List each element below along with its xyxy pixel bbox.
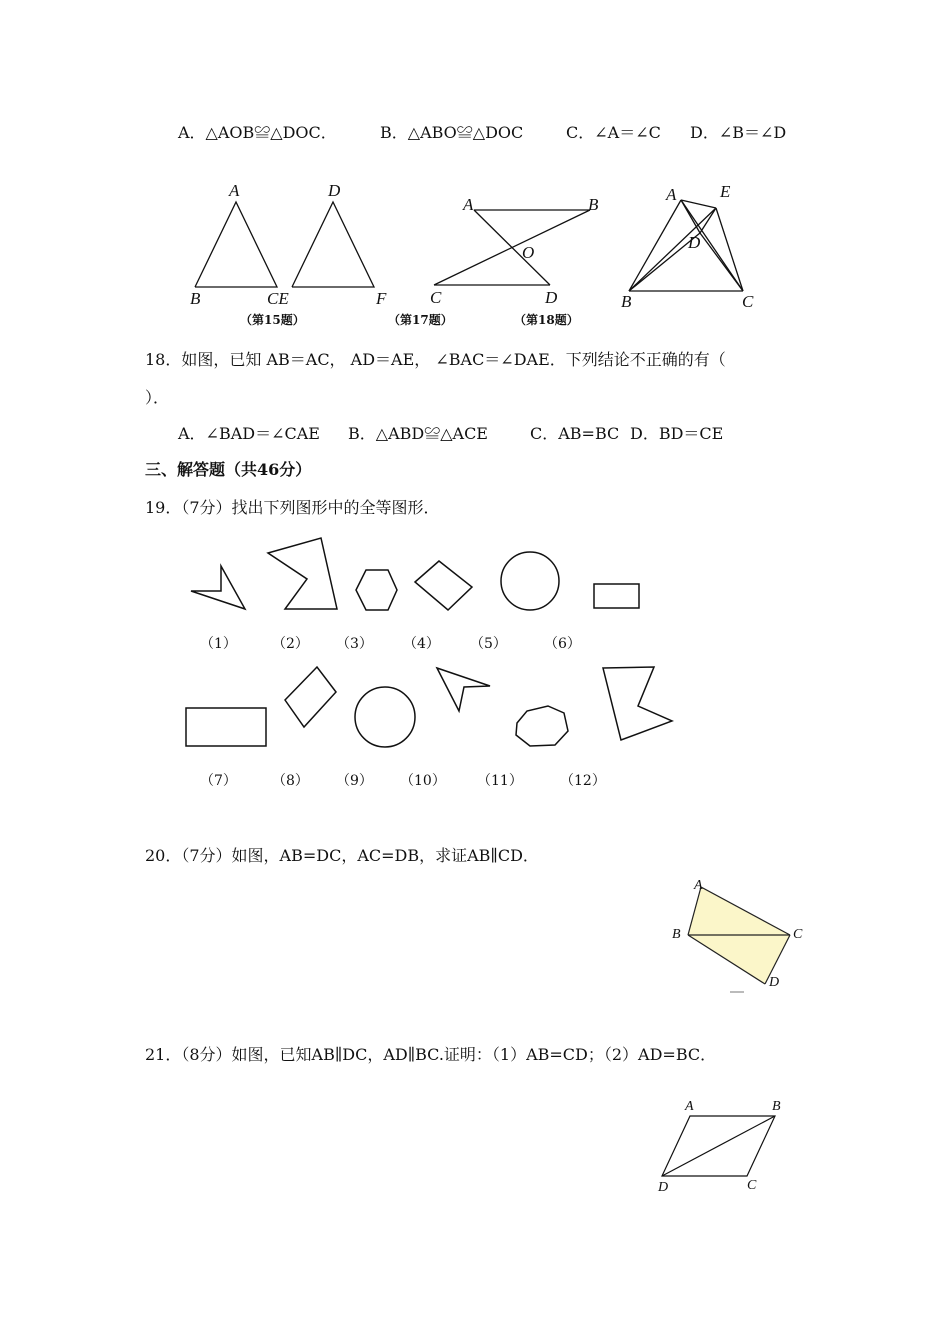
q19-label-11: （11） [477,773,523,789]
fig17-label-c: C [430,288,442,307]
q19-label-10: （10） [400,773,446,789]
q17-option-d: D．∠B＝∠D [690,123,787,142]
q19-label-2: （2） [272,636,309,652]
fig17-label-o: O [522,243,535,262]
q18-option-a: A．∠BAD＝∠CAE [178,424,320,443]
section-3-title: 三、解答题（共46分） [145,460,312,479]
q21-stem: 21．（8分）如图，已知AB∥DC，AD∥BC.证明：（1）AB=CD；（2）AD=BC． [145,1045,717,1064]
q17-option-c: C．∠A＝∠C [566,123,661,142]
q20-label-b: B [672,927,681,942]
fig17-label-b: B [588,195,599,214]
fig18-caption: （第18题） [514,313,579,327]
q19-label-7: （7） [200,773,237,789]
q19-label-5: （5） [470,636,507,652]
q17-option-b: B．△ABO≌△DOC [380,123,524,142]
q20-label-c: C [793,927,803,942]
q19-label-9: （9） [336,773,373,789]
fig17-label-a: A [463,195,474,214]
q19-stem: 19．（7分）找出下列图形中的全等图形． [145,498,440,517]
q18-option-b: B．△ABD≌△ACE [348,424,488,443]
q20-label-a: A [694,878,703,893]
fig18-label-c: C [742,292,754,311]
q18-stem-line2: ）． [145,388,170,407]
fig15-label-b: B [190,289,201,308]
q18-stem-line1: 18．如图，已知 AB＝AC， AD＝AE， ∠BAC＝∠DAE．下列结论不正确的有（ [145,350,726,369]
q19-label-4: （4） [403,636,440,652]
fig15-caption: （第15题） [240,313,305,327]
q18-option-d: D．BD＝CE [630,424,724,443]
fig18-label-b: B [621,292,632,311]
fig15-label-ce: CE [267,289,289,308]
q19-label-12: （12） [560,773,606,789]
fig15-label-a: A [229,181,240,200]
fig17-label-d: D [545,288,558,307]
q19-label-3: （3） [336,636,373,652]
q17-option-a: A．△AOB≌△DOC． [178,123,337,142]
q18-option-c: C．AB=BC [530,424,620,443]
q21-diagonal-bd [662,1116,775,1176]
q20-stem: 20．（7分）如图，AB=DC，AC=DB，求证AB∥CD． [145,846,539,865]
q21-label-b: B [772,1099,781,1114]
q19-label-1: （1） [200,636,237,652]
q19-label-6: （6） [544,636,581,652]
fig18-label-a: A [666,185,677,204]
q19-label-8: （8） [272,773,309,789]
q21-label-a: A [685,1099,694,1114]
q21-label-c: C [747,1178,757,1193]
fig18-label-d: D [688,233,701,252]
q20-label-d: D [769,975,780,990]
fig15-label-d: D [328,181,341,200]
fig15-label-f: F [376,289,387,308]
fig17-caption: （第17题） [388,313,453,327]
fig18-label-e: E [720,182,731,201]
q21-label-d: D [658,1180,669,1195]
